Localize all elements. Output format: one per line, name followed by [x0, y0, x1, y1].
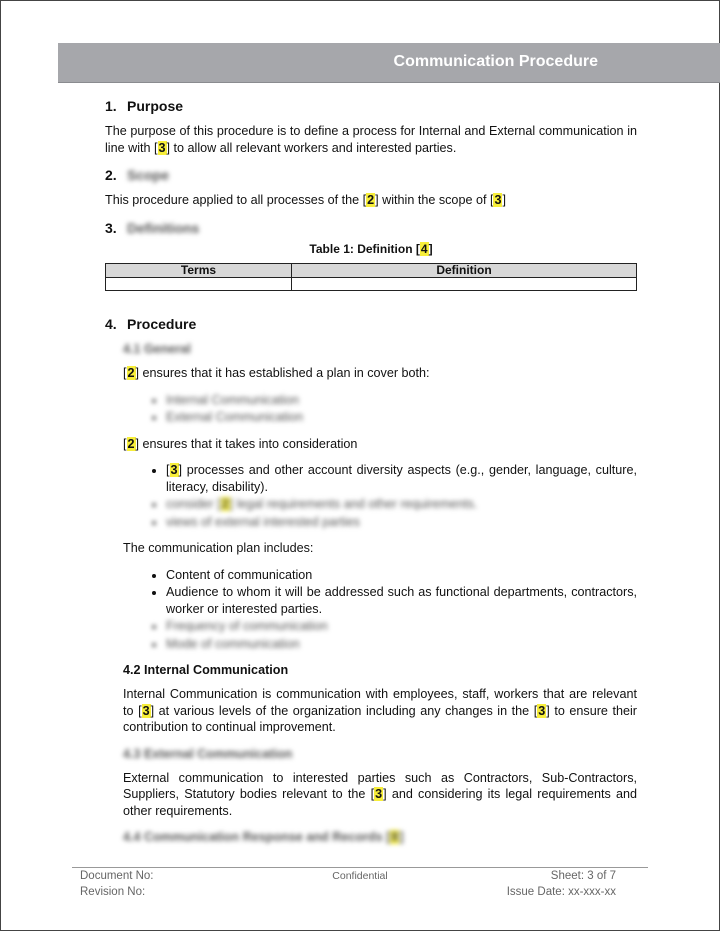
- document-title: Communication Procedure: [393, 53, 598, 70]
- communication-types-list: [123, 392, 637, 426]
- external-paragraph: External communication to interested parties such as Contractors, Sub-Contractors, Suppliers, Statutory bodies relevant to the [3] and considering its legal requirements and other requirements.: [123, 770, 637, 818]
- list-item: • Audience to whom it will be addressed such as functional departments, contractors, worker or interested parties.: [166, 584, 637, 617]
- ref-marker: 3: [538, 703, 546, 718]
- plan-includes-paragraph: The communication plan includes:: [123, 541, 314, 555]
- purpose-paragraph: The purpose of this procedure is to define a process for Internal and External communication in line with [3] to allow all relevant workers and interested parties.: [105, 124, 637, 155]
- sheet-number: Sheet: 3 of 7: [550, 870, 616, 882]
- ref-marker: 3: [494, 193, 502, 207]
- plan-contents-list: [123, 567, 637, 653]
- table-row: [106, 278, 637, 291]
- general-paragraph-2: [2] ensures that it takes into consideration: [123, 436, 358, 451]
- ref-marker: 2: [127, 436, 135, 451]
- column-header-terms: Terms: [106, 264, 292, 278]
- list-item: • views of external interested parties: [166, 514, 637, 531]
- list-item: • External Communication: [166, 409, 637, 426]
- document-content: [105, 97, 637, 853]
- subsection-heading-general: 4.1 General: [123, 342, 191, 356]
- list-item: • [3] processes and other account diversity aspects (e.g., gender, language, culture, literacy, disability).: [166, 462, 637, 495]
- page-footer: [72, 867, 648, 900]
- list-item: • consider [2] legal requirements and other requirements.: [166, 496, 637, 513]
- list-item: • Frequency of communication: [166, 618, 637, 635]
- document-number-label: Document No:: [80, 870, 154, 882]
- ref-marker: 3: [158, 140, 166, 155]
- ref-marker: 2: [367, 193, 375, 207]
- scope-paragraph: This procedure applied to all processes of the [2] within the scope of [3]: [105, 193, 506, 207]
- section-heading-purpose: 1. Purpose: [105, 98, 184, 114]
- subsection-heading-external: 4.3 External Communication: [123, 746, 293, 761]
- table-caption: Table 1: Definition [4]: [309, 241, 433, 256]
- subsection-heading-internal: 4.2 Internal Communication: [123, 663, 289, 677]
- procedure-body: [123, 341, 637, 845]
- issue-date: Issue Date: xx-xxx-xx: [506, 886, 616, 898]
- section-heading-procedure: 4. Procedure: [105, 316, 197, 332]
- header-bar: [58, 43, 720, 83]
- considerations-list: [123, 462, 637, 530]
- list-item: • Internal Communication: [166, 392, 637, 409]
- definitions-table: [105, 263, 637, 291]
- list-item: • Content of communication: [166, 567, 637, 584]
- general-paragraph-1: [2] ensures that it has established a plan in cover both:: [123, 366, 430, 380]
- column-header-definition: Definition: [292, 264, 637, 278]
- section-heading-scope: 2. Scope: [105, 167, 170, 183]
- ref-marker: 2: [127, 366, 135, 380]
- subsection-heading-response: 4.4 Communication Response and Records [8]: [123, 830, 404, 844]
- ref-marker: 4: [420, 241, 428, 256]
- list-item: • Mode of communication: [166, 636, 637, 653]
- section-heading-definitions: 3. Definitions: [105, 219, 200, 236]
- ref-marker: 3: [170, 463, 178, 477]
- internal-paragraph: Internal Communication is communication with employees, staff, workers that are relevant to [3] at various levels of the organization including any changes in the [3] to ensure their contribution to continual improvement.: [123, 687, 637, 734]
- ref-marker: 3: [375, 787, 383, 801]
- ref-marker: 3: [142, 703, 150, 718]
- revision-number-label: Revision No:: [80, 886, 146, 898]
- confidential-label: Confidential: [332, 870, 388, 882]
